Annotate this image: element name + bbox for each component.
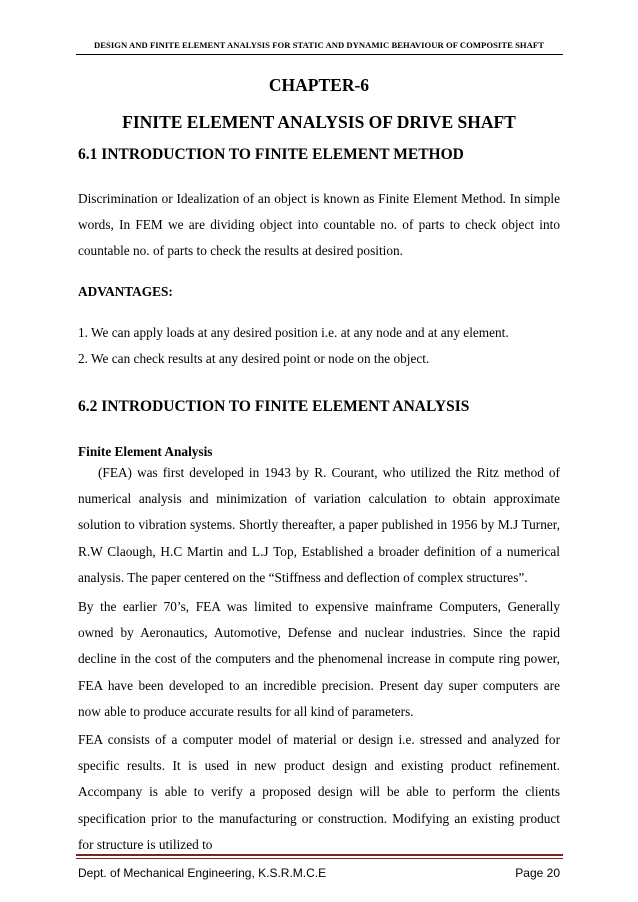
section-6-1-paragraph: Discrimination or Idealization of an object is known as Finite Element Method. In simple words, In FEM we are dividing object into countable no. of parts to check object into countable no. of parts to check the results at desired position.: [78, 191, 560, 259]
footer-page-number: Page 20: [515, 866, 560, 880]
advantage-item-2: 2. We can check results at any desired point or node on the object.: [78, 351, 430, 366]
fea-paragraph-2: By the earlier 70’s, FEA was limited to expensive mainframe Computers, Generally owned by Aeronautics, Automotive, Defense and nuclear industries. Since the rapid decline in the cost of the computers and the phenomenal increase in compute ring power, FEA have been developed to an incredible precision. Present day super computers are now able to produce accurate results for all kind of parameters.: [78, 599, 560, 719]
footer-department: Dept. of Mechanical Engineering, K.S.R.M.C.E: [78, 866, 327, 880]
footer-rule-thin: [76, 858, 563, 859]
fea-paragraph-3: FEA consists of a computer model of material or design i.e. stressed and analyzed for specific results. It is used in new product design and existing product refinement. Accompany is able to verify a proposed design will be able to perform the clients specification prior to the manufacturing or construction. Modifying an existing product for structure is utilized to: [78, 732, 560, 852]
advantages-heading: ADVANTAGES:: [78, 284, 173, 299]
section-6-1-heading: 6.1 INTRODUCTION TO FINITE ELEMENT METHOD: [78, 146, 464, 163]
fea-subheading: Finite Element Analysis: [78, 444, 213, 459]
fea-paragraph-1: (FEA) was first developed in 1943 by R. Courant, who utilized the Ritz method of numerical analysis and minimization of variation calculation to obtain approximate solution to vibration systems. Shortly thereafter, a paper published in 1956 by M.J Turner, R.W Claough, H.C Martin and L.J Top, Established a broader definition of a numerical analysis. The paper centered on the “Stiffness and deflection of complex structures”.: [78, 465, 560, 585]
footer-rule-thick: [76, 854, 563, 856]
header-rule: [76, 54, 563, 55]
chapter-number: CHAPTER-6: [268, 75, 370, 95]
advantage-item-1: 1. We can apply loads at any desired position i.e. at any node and at any element.: [78, 325, 509, 340]
chapter-title: FINITE ELEMENT ANALYSIS OF DRIVE SHAFT: [122, 112, 516, 132]
running-header: DESIGN AND FINITE ELEMENT ANALYSIS FOR STATIC AND DYNAMIC BEHAVIOUR OF COMPOSITE SHAFT: [94, 40, 544, 50]
section-6-2-heading: 6.2 INTRODUCTION TO FINITE ELEMENT ANALYSIS: [78, 398, 470, 415]
